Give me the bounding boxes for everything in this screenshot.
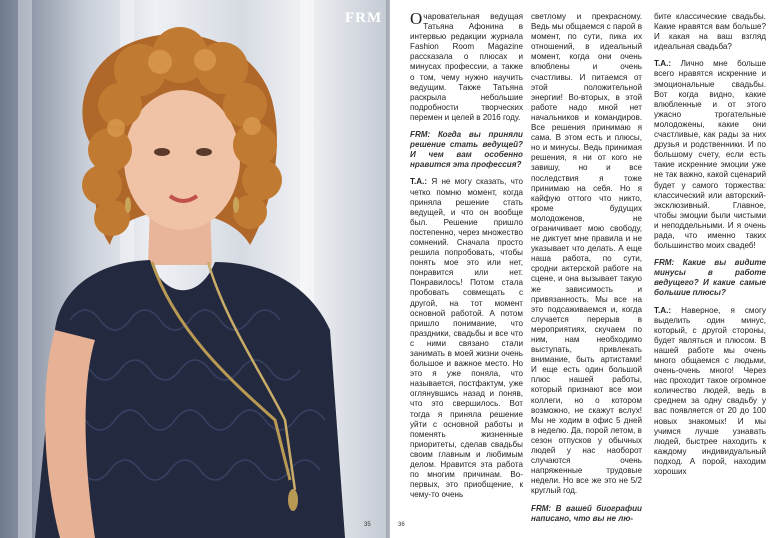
interview-answer: Т.А.: Лично мне больше всего нравятся искренние и эмоциональные свадьбы. Вот когда видно, какие влюбленные и от этого ужасно трогательные молодожены, какие они счастливые, как рады за них друзья и родственники. И по большому счету, если есть такие искренние эмоции уже не так важно, какой сценарий будет у самого торжества: классический или авторский-эксклюзивный. Главное, чтобы эмоции были чистыми и неподдельными. И я очень рада, что именно таких большинство моих свадеб! [654, 59, 766, 251]
drop-cap: О [410, 9, 423, 28]
interview-question: FRM: В вашей биографии написано, что вы не лю- [531, 503, 642, 523]
magazine-logo: FRM [345, 10, 383, 26]
interview-answer: Т.А.: Наверное, я смогу выделить один минус, который, с другой стороны, будет являться и плюсом. В нашей работе мы очень много общаемся с людьми, очень-очень много! Через нас проходит такое огромное количество людей, ведь в среднем за одну свадьбу у вас появляется от 20 до 100 новых знакомых! И мы учимся лучше узнавать людей, быстрее находить к каждому индивидуальный подход. А порой, находим хороших [654, 305, 766, 477]
interview-answer: Т.А.: Я не могу сказать, что четко помню момент, когда приняла решение стать ведущей, и что он вообще был. Решение пришло постепенно, через множество сомнений. Сначала просто решила попробовать, чтобы понять мое это или нет, понравится или нет. Понравилось! Потом стала пробовать совмещать с другой, на тот момент основной работой. А потом пришло понимание, что праздники, свадьбы и все что с ними связано стали занимать в моей жизни очень большое и важное место. Но это я уже поняла, что называется, постфактум, уже оглянувшись назад и поняв, что это свершилось. Вот тогда я приняла решение уйти с основной работы и поменять жизненные приоритеты, сделав свадьбы своим главным и любимым делом. Нравится эта работа по многим причинам. Во-первых, это приобщение, к чему-то очень [410, 177, 523, 500]
text-column-1 [410, 9, 523, 507]
page-number-right: 36 [398, 522, 405, 528]
article-paragraph: бите классические свадьбы. Какие нравятся вам больше? И какая на ваш взгляд идеальная свадьба? [654, 12, 766, 52]
speaker-initials: Т.А.: [654, 305, 672, 315]
text-column-3 [654, 12, 766, 484]
speaker-initials: Т.А.: [654, 59, 672, 69]
article-paragraph: светлому и прекрасному. Ведь мы общаемся с парой в момент, по сути, пика их отношений, в идеальный момент, когда они очень влюблены и очень счастливы. И питаемся от этой положительной энергии! Во-вторых, в этой работе надо мной нет начальников и командиров. Все решения принимаю я сама. В этом есть и плюсы, но и минусы. Ведь принимая решения, я ни от кого не завишу, но и все последствия я тоже принимаю на себя. Но я кайфую оттого что никто, кроме будущих молодоженов, не ограничивает мою свободу, не диктует мне правила и не указывает что делать. А еще наша работа, по сути, сродни актерской работе на сцене, и она вызывает такую же зависимость и привязанность. Мы все на это подсаживаемся и, когда случается перерыв в мероприятиях, скучаем по ним, нам необходимо выступать, привлекать внимание, быть артистами! И еще есть один большой плюс нашей работы, который признают все мои коллеги, но о котором возможно, не скажут вслух! Мы не ходим в офис 5 дней в неделю. Да, порой летом, в сезон отпусков у обычных людей у нас наоборот случаются очень напряженные трудовые недели. Но все же это не 5/2 круглый год. [531, 12, 642, 496]
interview-question: FRM: Когда вы приняли решение стать ведущей? И чем вам особенно нравится эта профессия? [410, 130, 523, 170]
right-page-text [390, 0, 780, 538]
article-paragraph: Очаровательная ведущая Татьяна Афонина в интервью редакции журнала Fashion Room Magazine рассказала о плюсах и минусах профессии, а также о том, чему нужно научить ведущим. Также Татьяна раскрыла небольшие подробности творческих перемен и целей в 2016 году. [410, 9, 523, 122]
page-number-left: 35 [364, 522, 371, 528]
text-column-2 [531, 12, 642, 531]
speaker-initials: Т.А.: [410, 177, 428, 187]
interview-question: FRM: Какие вы видите минусы в работе ведущего? И какие самые большие плюсы? [654, 258, 766, 298]
